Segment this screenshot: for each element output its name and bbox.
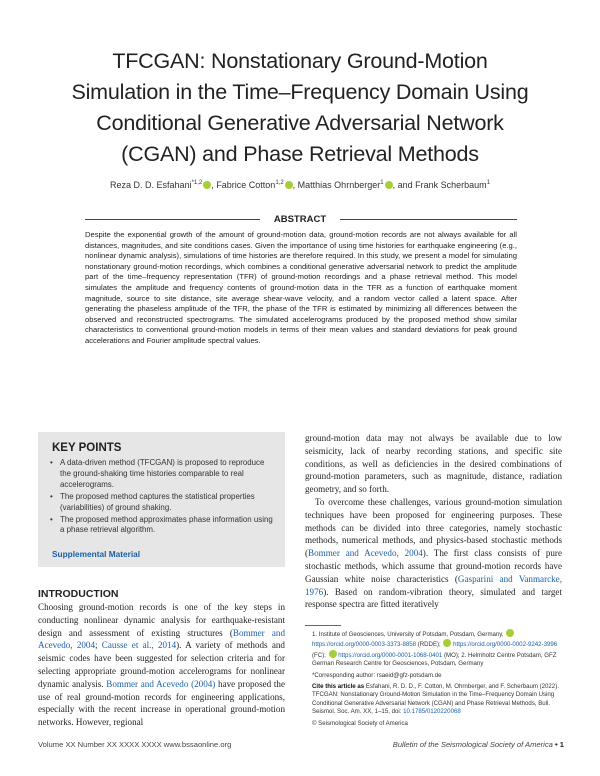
footer-separator: •	[552, 740, 560, 749]
key-points-list	[50, 458, 276, 537]
footnote-text: (RDDE);	[416, 641, 443, 649]
author-affiliation: 1	[486, 180, 490, 186]
body-text: Choosing ground-motion records is one of the key steps in conducting nonlinear dynamic analysis for earthquake-resistant design and assessment of existing structures (	[38, 602, 285, 638]
orcid-link[interactable]: https://orcid.org/0000-0002-9242-3996	[453, 641, 558, 649]
body-text: ). A variety of methods and seismic codes have been suggested for selection criteria and for selecting appropriate ground-motion accelerograms for nonlinear dynamic analysis.	[38, 640, 285, 689]
orcid-icon[interactable]	[285, 181, 293, 189]
bullet-icon: •	[50, 491, 53, 501]
title-line: Conditional Generative Adversarial Network	[96, 111, 504, 135]
body-text: To overcome these challenges, various ground-motion simulation techniques have been proposed for engineering purposes. These methods can be divided into three categories, namely stochastic methods, numerical methods, and physics-based stochastic methods (	[305, 497, 562, 559]
abstract-rule-right	[340, 219, 517, 220]
footer-volume-info: Volume XX Number XX XXXX XXXX www.bssaonline.org	[38, 740, 232, 749]
key-points-box	[38, 432, 285, 567]
author-separator: , and	[392, 180, 416, 190]
body-text: ;	[95, 640, 102, 651]
footnote-rule	[305, 625, 341, 626]
supplemental-material-link[interactable]: Supplemental Material	[52, 549, 141, 559]
author-name: Matthias Ohrnberger	[297, 180, 381, 190]
abstract-heading: ABSTRACT	[273, 214, 327, 225]
body-text: ). The first class consists of pure stochastic methods, which assume that ground-motion records have Gaussian white noise characteristics (	[305, 548, 562, 584]
right-column-paragraph: ground-motion data may not always be available due to low seismicity, lack of nearby recording stations, and specific site conditions, as well as deficiencies in the desired combinations of ground-motion parameters, such as magnitude, distance, radiation geometry, and so forth.	[305, 433, 562, 495]
orcid-icon[interactable]	[443, 639, 451, 647]
affiliations	[312, 629, 564, 669]
abstract-text: Despite the exponential growth of the amount of ground-motion data, ground-motion records are not always available for all distances, magnitudes, and site conditions cases. Given the importance of using time histories for earthquake engineering (e.g., nonlinear dynamic analysis), simulations of time histories are therefore required. In this study, we present a model for simulating nonstationary ground-motion recordings, which combines a conditional generative adversarial network to predict the amplitude part of the time–frequency representation (TFR) of ground-motion recordings and a phase retrieval method. This model simulates the amplitude and frequency contents of ground-motion data in the TFR as a function of earthquake moment magnitude, source to site distance, site average shear-wave velocity, and a random vector called a latent space. After generating the phaseless amplitude of the TFR, the phase of the TFR is estimated by minimizing all differences between the observed and reconstructed spectrograms. The simulated accelerograms produced by the proposed method show similar characteristics to conventional ground-motion models in terms of their mean values and standard deviations for peak ground accelerations and Fourier amplitude spectral values.	[85, 230, 517, 345]
orcid-link[interactable]: https://orcid.org/0000-0003-3373-8858	[312, 641, 417, 649]
key-point-item	[50, 458, 276, 491]
doi-link[interactable]: 10.1785/0120220068	[403, 708, 461, 716]
citation-link[interactable]: Gasparini and Vanmarcke, 1976	[305, 573, 562, 597]
footer-journal	[393, 740, 564, 749]
author-affiliation: 1	[380, 180, 384, 186]
journal-name: Bulletin of the Seismological Society of America	[392, 740, 553, 749]
key-points-heading: KEY POINTS	[52, 442, 122, 454]
cite-text: Esfahani, R. D. D., F. Cotton, M. Ohrnberger, and F. Scherbaum (2022). TFCGAN: Nonstationary Ground-Motion Simulation in the Time–Frequency Domain Using Conditional Generative Adversarial Network (CGAN) and Phase Retrieval Methods, Bull. Seismol. Soc. Am. XX, 1–15, doi:	[312, 683, 559, 716]
bullet-icon: •	[50, 514, 53, 524]
introduction-heading: INTRODUCTION	[38, 588, 119, 600]
key-point-text: The proposed method captures the statistical properties (variabilities) of ground shaking.	[60, 491, 255, 512]
orcid-icon[interactable]	[329, 650, 337, 658]
footnote-text: 1. Institute of Geosciences, University of Potsdam, Potsdam, Germany,	[312, 631, 506, 638]
right-column-paragraph	[305, 496, 562, 611]
orcid-link[interactable]: https://orcid.org/0000-0001-1068-0401	[338, 651, 443, 659]
citation-link[interactable]: Causse et al., 2014	[101, 640, 177, 651]
title-line: Simulation in the Time–Frequency Domain Using	[71, 80, 529, 104]
body-text: have proposed the use of real ground-motion records for engineering applications, especially with the recent increase in operational ground-motion networks. However, regional	[38, 678, 286, 728]
body-text: ). Based on random-vibration theory, simulated and target response spectra are fitted iteratively	[305, 586, 562, 610]
orcid-icon[interactable]	[385, 181, 393, 189]
citation-link[interactable]: Bommer and Acevedo, 2004	[308, 548, 423, 559]
author-list	[20, 180, 580, 190]
corresponding-author: *Corresponding author: rsaeid@gfz-potsdam.de	[312, 671, 442, 679]
author-affiliation: 1,2	[275, 180, 284, 186]
bullet-icon: •	[50, 458, 53, 467]
key-point-text: The proposed method approximates phase information using a phase retrieval algorithm.	[60, 514, 273, 535]
footnote-text: (FC);	[312, 651, 328, 659]
copyright: © Seismological Society of America	[312, 719, 408, 727]
key-point-text: A data-driven method (TFCGAN) is proposed to reproduce the ground-shaking time histories comparable to real accelerograms.	[60, 458, 265, 489]
cite-label: Cite this article as	[312, 683, 365, 691]
title-line: (CGAN) and Phase Retrieval Methods	[121, 142, 479, 166]
author-separator: ,	[211, 180, 217, 190]
citation-link[interactable]: Bommer and Acevedo, 2004	[38, 627, 285, 651]
citation-link[interactable]: Bommer and Acevedo (2004)	[106, 678, 216, 689]
author-name: Reza D. D. Esfahani	[110, 180, 192, 190]
key-point-item	[50, 492, 276, 514]
footnote-text: (MO); 2. Helmholtz Centre Potsdam, GFZ German Research Centre for Geosciences, Potsdam, Germany	[312, 651, 557, 668]
paper-title	[30, 46, 570, 170]
author-name: Frank Scherbaum	[415, 180, 487, 190]
key-point-item	[50, 515, 276, 537]
cite-this-article	[312, 683, 564, 717]
introduction-paragraph	[38, 601, 285, 729]
footnotes	[312, 629, 564, 731]
orcid-icon[interactable]	[506, 629, 514, 637]
page-number: 1	[559, 740, 564, 749]
author-name: Fabrice Cotton	[216, 180, 276, 190]
title-line: TFCGAN: Nonstationary Ground-Motion	[112, 49, 488, 73]
author-affiliation: *1,2	[191, 180, 203, 186]
author-separator: ,	[292, 180, 298, 190]
